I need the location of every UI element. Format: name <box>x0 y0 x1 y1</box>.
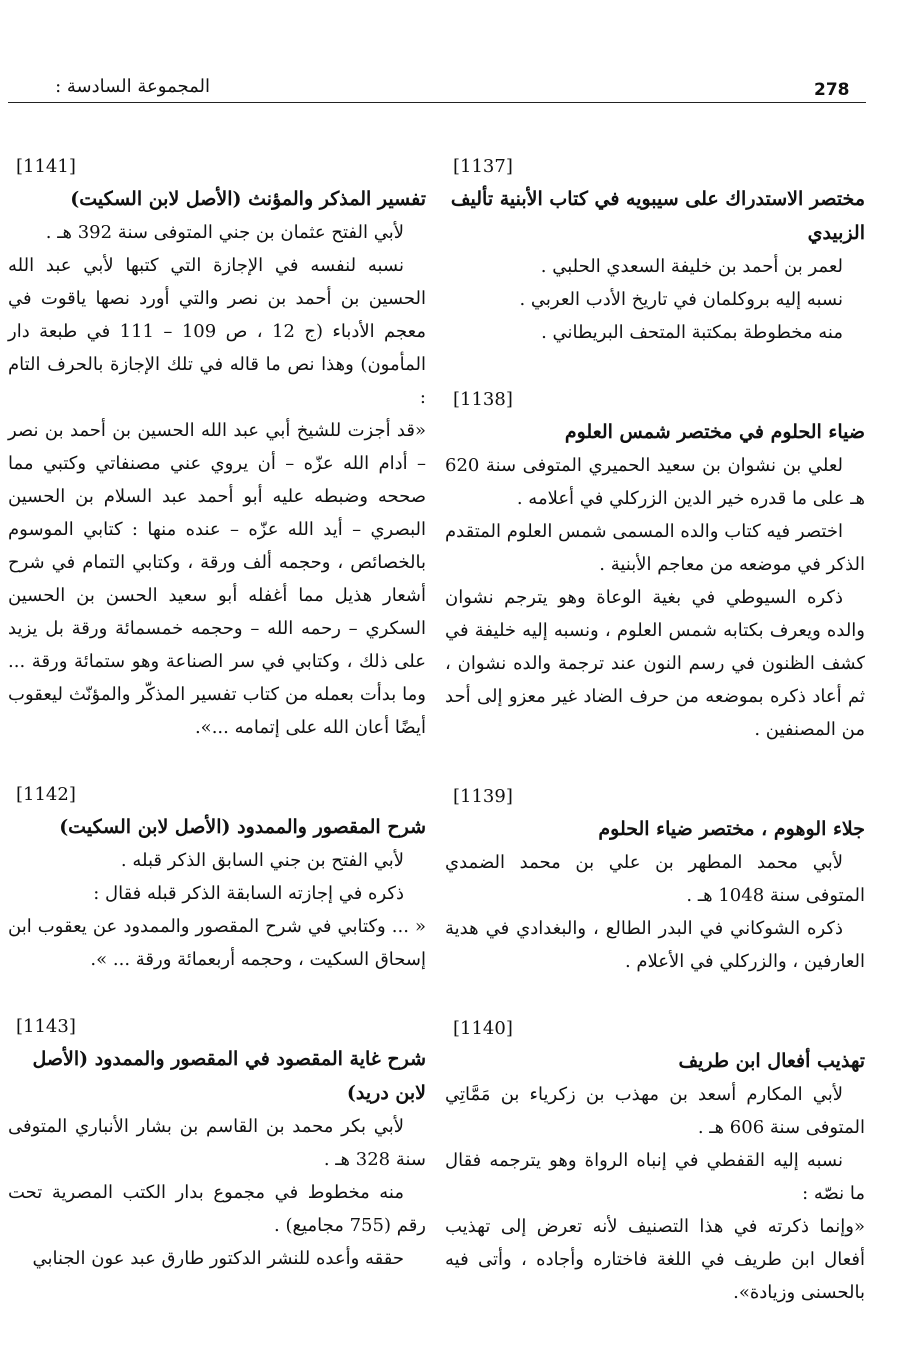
entry-paragraph: لأبي المكارم أسعد بن مهذب بن زكرياء بن مَمَّاتِي المتوفى سنة 606 هـ . <box>445 1084 865 1138</box>
entry-quote: «وإنما ذكرته في هذا التصنيف لأنه تعرض إلى تهذيب أفعال ابن طريف في اللغة فاختاره وأجاده ، وأتى فيه بالحسنى وزيادة». <box>445 1216 865 1303</box>
entry-paragraph: نسبه لنفسه في الإجازة التي كتبها لأبي عبد الله الحسين بن أحمد بن نصر والتي أورد نصها ياقوت في معجم الأدباء (ج 12 ، ص 109 – 111 في طبعة دار المأمون) وهذا نص ما قاله في تلك الإجازة بالحرف التام : <box>8 255 426 408</box>
entry-quote: « ... وكتابي في شرح المقصور والممدود عن يعقوب ابن إسحاق السكيت ، وحجمه أربعمائة ورقة ... ». <box>8 916 426 970</box>
entry-1139 <box>445 780 865 978</box>
entry-number: [1141] <box>16 156 76 177</box>
left-column <box>8 150 426 1275</box>
entry-title: تهذيب أفعال ابن طريف <box>678 1050 865 1072</box>
entry-quote: «قد أجزت للشيخ أبي عبد الله الحسين بن أحمد بن نصر – أدام الله عزّه – أن يروي عني مصنفاتي وكتبي مما صححه وضبطه عليه أبو أحمد عبد السلام بن الحسين البصري – أيد الله عزّه – عنده منها : كتابي الموسوم بالخصائص ، وحجمه ألف ورقة ، وكتابي التمام في شرح أشعار هذيل مما أغفله أبو سعيد الحسن بن الحسين السكري – رحمه الله – وحجمه خمسمائة ورقة بل يزيد على ذلك ، وكتابي في سر الصناعة وهو ستمائة ورقة ... وما بدأت بعمله من كتاب تفسير المذكّر والمؤنّث ليعقوب أيضًا أعان الله على إتمامه ...». <box>8 420 426 738</box>
entry-1143 <box>8 1010 426 1275</box>
entry-paragraph: منه مخطوطة بمكتبة المتحف البريطاني . <box>541 322 843 343</box>
entry-paragraph: لأبي محمد المطهر بن علي بن محمد الضمدي المتوفى سنة 1048 هـ . <box>445 852 865 906</box>
entry-paragraph: ذكره السيوطي في بغية الوعاة وهو يترجم نشوان والده ويعرف بكتابه شمس العلوم ، ونسبه إليه خليفة في كشف الظنون في رسم النون عند ترجمة والده نشوان ، ثم أعاد ذكره بموضعه من حرف الضاد غير معزو إلى أحد من المصنفين . <box>445 587 865 740</box>
entry-paragraph: لأبي بكر محمد بن القاسم بن بشار الأنباري المتوفى سنة 328 هـ . <box>8 1116 426 1170</box>
entry-paragraph: حققه وأعده للنشر الدكتور طارق عبد عون الجنابي <box>32 1248 404 1269</box>
entry-paragraph: نسبه إليه القفطي في إنباه الرواة وهو يترجمه فقال ما نصّه : <box>445 1150 865 1204</box>
entry-paragraph: اختصر فيه كتاب والده المسمى شمس العلوم المتقدم الذكر في موضعه من معاجم الأبنية . <box>445 521 865 575</box>
entry-title: شرح المقصور والممدود (الأصل لابن السكيت) <box>59 816 426 838</box>
entry-number: [1138] <box>453 389 513 410</box>
running-head: المجموعة السادسة : <box>55 76 210 97</box>
entry-title: مختصر الاستدراك على سيبويه في كتاب الأبنية تأليف الزبيدي <box>450 188 865 244</box>
entry-title: ضياء الحلوم في مختصر شمس العلوم <box>564 421 865 443</box>
entry-number: [1142] <box>16 784 76 805</box>
header-rule <box>8 102 866 103</box>
entry-number: [1143] <box>16 1016 76 1037</box>
entry-1137 <box>445 150 865 349</box>
entry-number: [1140] <box>453 1018 513 1039</box>
entry-title: تفسير المذكر والمؤنث (الأصل لابن السكيت) <box>70 188 426 210</box>
page-number: 278 <box>814 80 850 100</box>
entry-paragraph: منه مخطوط في مجموع بدار الكتب المصرية تحت رقم (755 مجاميع) . <box>8 1182 426 1236</box>
entry-1142 <box>8 778 426 976</box>
entry-paragraph: نسبه إليه بروكلمان في تاريخ الأدب العربي . <box>519 289 843 310</box>
entry-1140 <box>445 1012 865 1309</box>
entry-paragraph: لأبي الفتح بن جني السابق الذكر قبله . <box>120 850 404 871</box>
entry-title: جلاء الوهوم ، مختصر ضياء الحلوم <box>598 818 865 840</box>
entry-paragraph: ذكره في إجازته السابقة الذكر قبله فقال : <box>93 883 404 904</box>
entry-number: [1137] <box>453 156 513 177</box>
entry-1138 <box>445 383 865 746</box>
entry-paragraph: لعمر بن أحمد بن خليفة السعدي الحلبي . <box>540 256 843 277</box>
entry-1141 <box>8 150 426 744</box>
entry-number: [1139] <box>453 786 513 807</box>
entry-title: شرح غاية المقصود في المقصور والممدود (الأصل لابن دريد) <box>32 1048 426 1104</box>
entry-paragraph: لعلي بن نشوان بن سعيد الحميري المتوفى سنة 620 هـ على ما قدره خير الدين الزركلي في أعلامه . <box>445 455 865 509</box>
entry-paragraph: لأبي الفتح عثمان بن جني المتوفى سنة 392 هـ . <box>45 222 404 243</box>
entry-paragraph: ذكره الشوكاني في البدر الطالع ، والبغدادي في هدية العارفين ، والزركلي في الأعلام . <box>445 918 865 972</box>
right-column <box>445 150 865 1309</box>
page-header <box>0 58 915 108</box>
